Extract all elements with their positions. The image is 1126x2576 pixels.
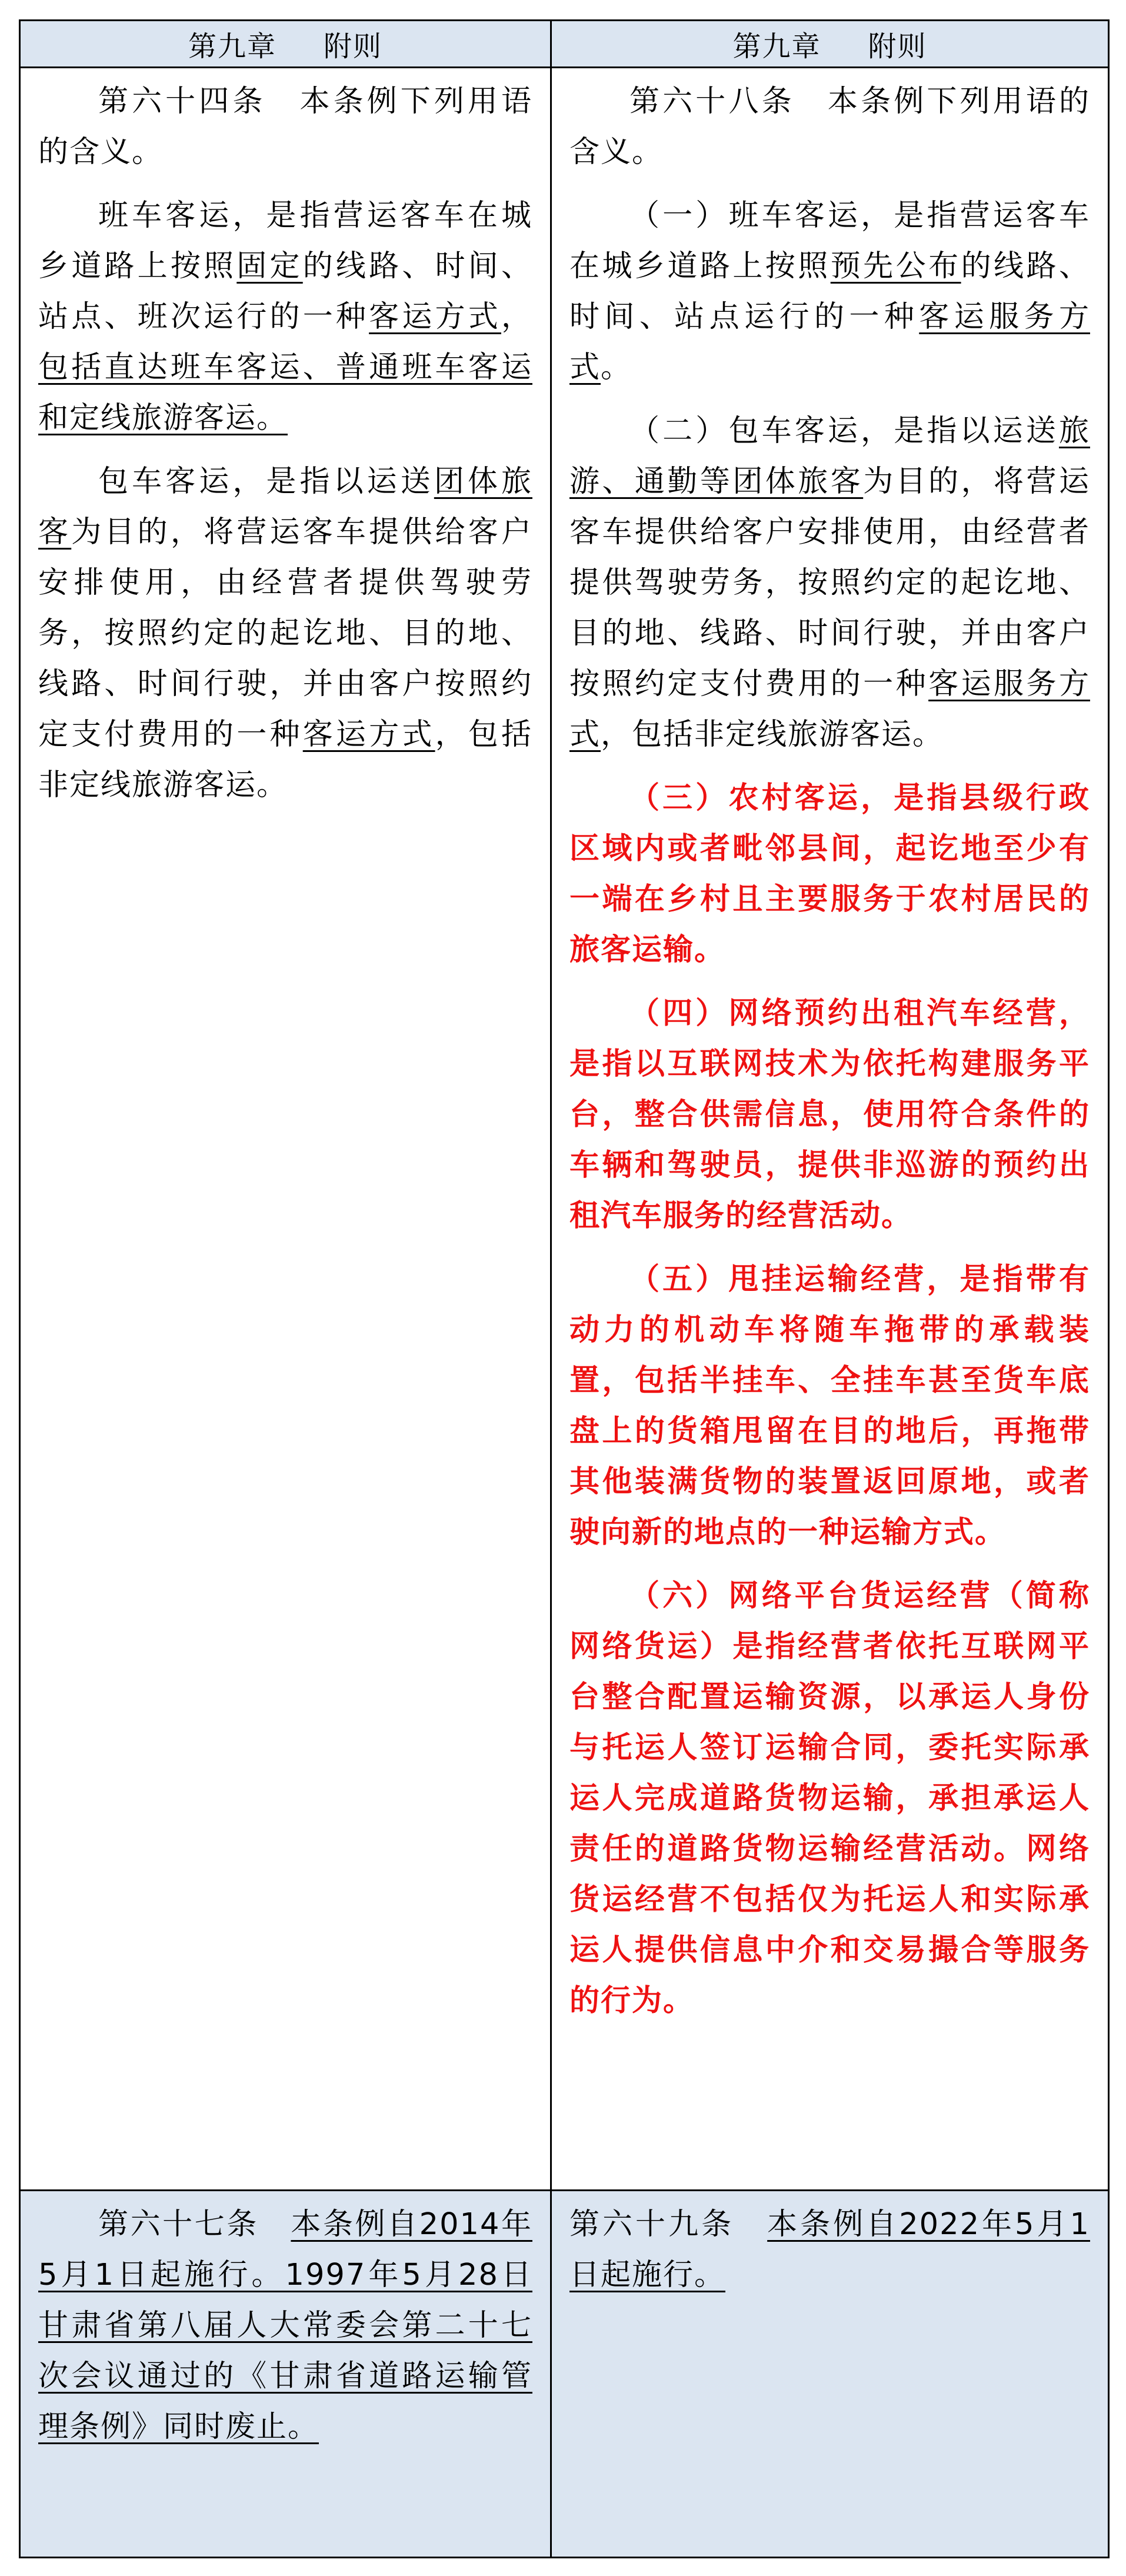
right-body [552,68,1108,2189]
text-segment: ， [501,299,532,334]
text-segment: 。 [601,350,632,385]
underlined-segment: 客运服务方式 [569,299,1090,385]
underlined-segment: 固定 [236,249,303,284]
right-network-freight-definition: （六）网络平台货运经营（简称网络货运）是指经营者依托互联网平台整合配置运输资源，以承运人身份与托运人签订运输合同，委托实际承运人完成道路货物运输，承担承运人责任的道路货物运输经营活动。网络货运经营不包括仅为托运人和实际承运人提供信息中介和交易撮合等服务的行为。 [569,1579,1090,2018]
right-rural-transport-definition: （三）农村客运，是指县级行政区域内或者毗邻县间，起讫地至少有一端在乡村且主要服务于农村居民的旅客运输。 [569,781,1090,967]
text-segment: ，包括非定线旅游客运。 [601,717,944,752]
right-header [552,21,1108,66]
underlined-segment: 本条例自2014年5月1日起施行。1997年5月28日甘肃省第八届人大常委会第二十七次会议通过的《甘肃省道路运输管理条例》同时废止。 [38,2207,532,2444]
right-header-chapter: 第九章 [732,30,821,63]
text-segment: ，包括非定线旅游客运。 [38,717,532,803]
right-online-taxi-definition: （四）网络预约出租汽车经营，是指以互联网技术为依托构建服务平台，整合供需信息，使用符合条件的车辆和驾驶员，提供非巡游的预约出租汽车服务的经营活动。 [569,996,1090,1233]
text-segment: 的线路、时间、站点、班次运行的一种 [38,249,532,334]
left-header [21,21,550,66]
left-charter-bus-definition [38,457,532,811]
right-footer [552,2191,1108,2557]
right-header-title: 附则 [868,30,927,63]
right-scheduled-bus-definition [569,191,1090,393]
underlined-segment: 客运服务方式 [569,667,1090,752]
underlined-segment: 团体旅客 [38,464,532,550]
left-header-chapter: 第九章 [188,30,276,63]
text-segment: 第六十七条 [98,2207,291,2242]
left-article-67 [38,2199,532,2452]
underlined-segment: 本条例自2022年5月1日起施行。 [569,2207,1090,2292]
text-segment: 的线路、时间、站点运行的一种 [569,249,1090,334]
right-charter-bus-definition [569,406,1090,760]
underlined-segment: 旅游、通勤等团体旅客 [569,414,1090,499]
underlined-segment: 预先公布 [830,249,961,284]
right-drop-trailer-definition: （五）甩挂运输经营，是指带有动力的机动车将随车拖带的承载装置，包括半挂车、全挂车甚至货车底盘上的货箱甩留在目的地后，再拖带其他装满货物的装置返回原地，或者驶向新的地点的一种运输方式。 [569,1262,1090,1550]
comparison-table [19,19,1110,2558]
left-header-title: 附则 [324,30,383,63]
text-segment: 第六十九条 [569,2207,768,2242]
left-article-64: 第六十四条 本条例下列用语的含义。 [38,84,532,169]
text-segment: 为目的，将营运客车提供给客户安排使用，由经营者提供驾驶劳务，按照约定的起讫地、目的地、线路、时间行驶，并由客户按照约定支付费用的一种 [569,464,1090,701]
text-segment: 包车客运，是指以运送 [98,464,434,499]
underlined-segment: 包括直达班车客运、普通班车客运和定线旅游客运。 [38,350,532,435]
left-body [21,68,550,2189]
underlined-segment: 客运方式 [369,299,501,334]
right-article-68: 第六十八条 本条例下列用语的含义。 [569,84,1090,169]
left-footer [21,2191,550,2557]
underlined-segment: 客运方式 [302,717,435,752]
right-article-69 [569,2199,1090,2301]
text-segment: （一）班车客运，是指营运客车在城乡道路上按照 [569,198,1090,284]
left-scheduled-bus-definition [38,191,532,444]
text-segment: 为目的，将营运客车提供给客户安排使用，由经营者提供驾驶劳务，按照约定的起讫地、目的地、线路、时间行驶，并由客户按照约定支付费用的一种 [38,515,532,752]
text-segment: （二）包车客运，是指以运送 [629,414,1059,448]
text-segment: 班车客运，是指营运客车在城乡道路上按照 [38,198,532,284]
